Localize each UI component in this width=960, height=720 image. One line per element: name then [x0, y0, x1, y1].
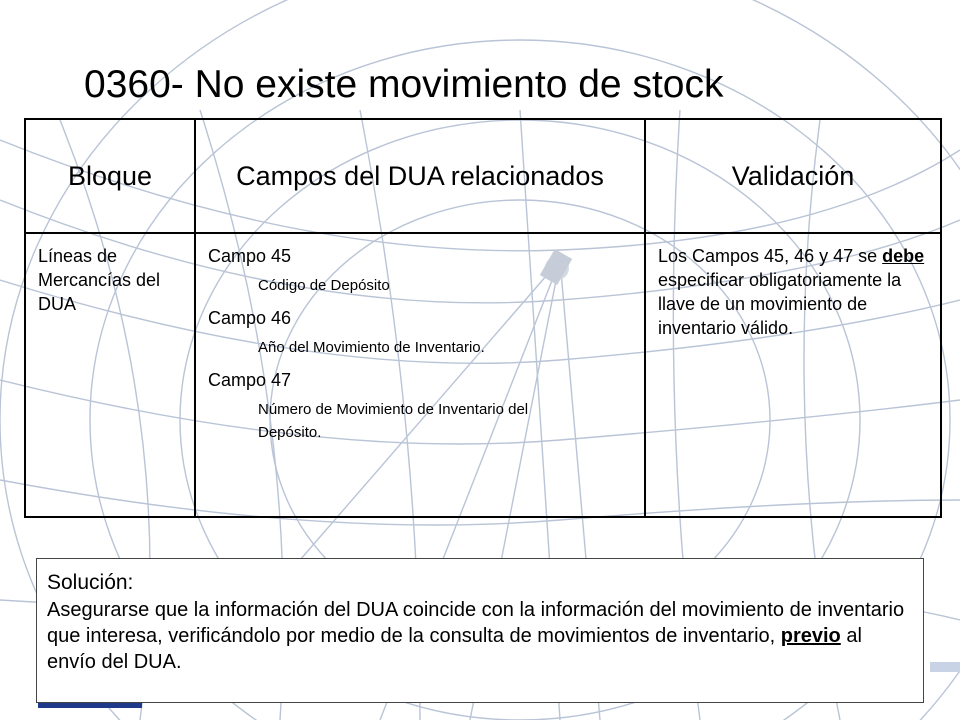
decorative-mark [930, 662, 960, 672]
validation-table [24, 118, 942, 518]
header-validacion: Validación [645, 119, 941, 233]
campo-45-desc: Código de Depósito [258, 277, 390, 294]
table-header-row [25, 119, 941, 233]
solution-box [36, 558, 924, 703]
campo-46-desc: Año del Movimiento de Inventario. [258, 339, 485, 356]
validacion-text-after: especificar obligatoriamente la llave de un movimiento de inventario válido. [658, 270, 902, 338]
campo-47-label: Campo 47 [208, 370, 292, 390]
validacion-emphasis: debe [882, 246, 925, 266]
solution-text [47, 597, 913, 675]
cell-validacion [645, 233, 941, 517]
cell-bloque: Líneas de Mercancías del DUA [25, 233, 195, 517]
campo-46-label: Campo 46 [208, 308, 292, 328]
cell-campos [195, 233, 645, 517]
campo-45-label: Campo 45 [208, 246, 292, 266]
table-row [25, 233, 941, 517]
solution-heading: Solución: [47, 571, 134, 594]
validacion-text-before: Los Campos 45, 46 y 47 se [658, 246, 883, 266]
campo-47-desc: Número de Movimiento de Inventario del Depósito. [258, 401, 529, 441]
slide-title: 0360- No existe movimiento de stock [84, 63, 724, 106]
header-bloque: Bloque [25, 119, 195, 233]
accent-bar [38, 703, 142, 708]
header-campos: Campos del DUA relacionados [195, 119, 645, 233]
solution-text-after: al envío del DUA. [47, 625, 862, 673]
solution-emphasis: previo [780, 625, 841, 647]
solution-text-before: Asegurarse que la información del DUA coincide con la información del movimiento de inventario que interesa, verificándolo por medio de la consulta de movimientos de inventario, [47, 599, 905, 647]
